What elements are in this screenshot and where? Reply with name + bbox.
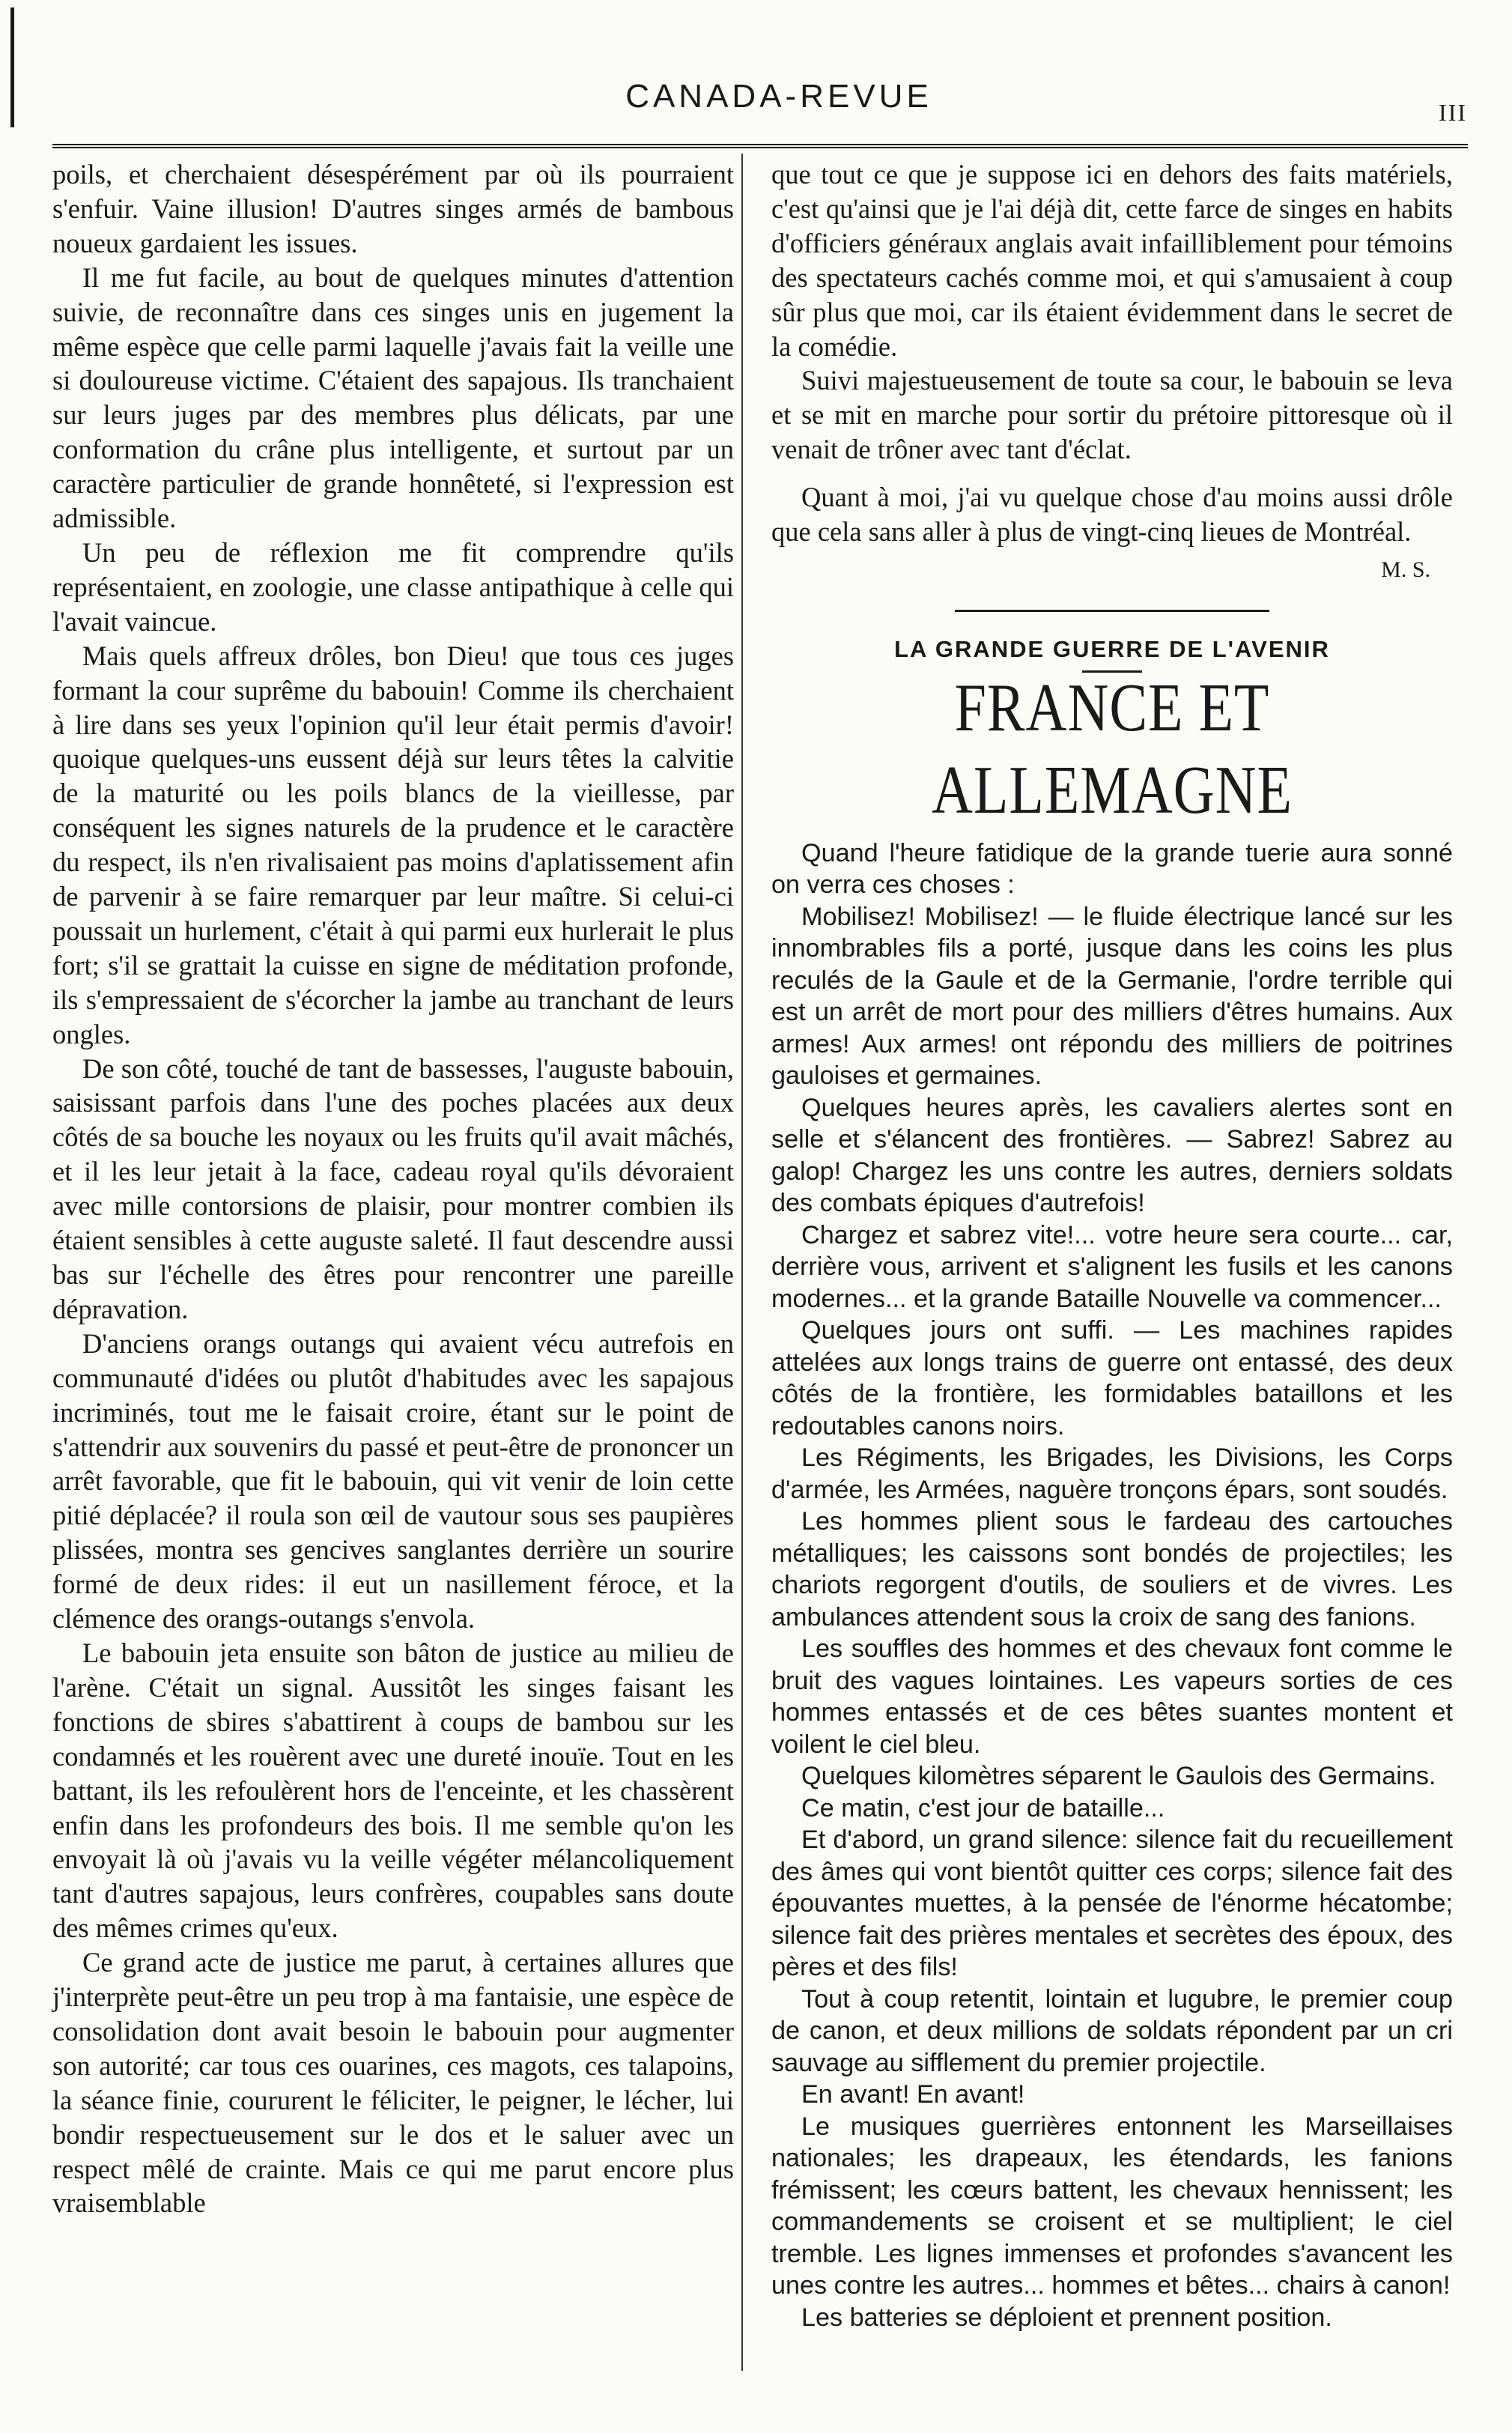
page-header xyxy=(0,78,1512,130)
paragraph: Le musiques guerrières entonnent les Marseillaises nationales; les drapeaux, les étendards, les fanions frémissent; les cœurs battent, les chevaux hennissent; les commandements se croisent et se multiplient; le ciel tremble. Les lignes immenses et profondes s'avancent les unes contre les autres... hommes et bêtes... chairs à canon! xyxy=(771,2112,1453,2300)
paragraph: De son côté, touché de tant de bassesses, l'auguste babouin, saisissant parfois dans l'une des poches placées aux deux côtés de sa bouche les noyaux ou les fruits qu'il avait mâchés, et il les leur jetait à la face, cadeau royal qu'ils dévoraient avec mille contorsions de plaisir, pour montrer combien ils étaient sensibles à cette auguste saleté. Il faut descendre aussi bas sur l'échelle des êtres pour rencontrer une pareille dépravation. xyxy=(52,1052,734,1324)
paragraph: Un peu de réflexion me fit comprendre qu'ils représentaient, en zoologie, une classe antipathique à celle qui l'avait vaincue. xyxy=(52,536,734,637)
article xyxy=(771,634,1453,2334)
paragraph: Les souffles des hommes et des chevaux font comme le bruit des vagues lointaines. Les vapeurs sorties de ces hommes entassés et de ces bêtes suantes montent et voilent le ciel bleu. xyxy=(771,1634,1453,1759)
paragraph: D'anciens orangs outangs qui avaient vécu autrefois en communauté d'idées ou plutôt d'habitudes avec les sapajous incriminés, tout me le faisait croire, étant sur le point de s'attendrir aux souvenirs du passé et peut-être de prononcer un arrêt favorable, que fit le babouin, qui vit venir de loin cette pitié déplacée? il roula son œil de vautour sous ses paupières plissées, montra ses gencives sanglantes derrière un sourire formé de deux rides: il eut un nasillement féroce, et la clémence des orangs-outangs s'envola. xyxy=(52,1327,734,1634)
paragraph: Mobilisez! Mobilisez! — le fluide électrique lancé sur les innombrables fils a porté, jusque dans les coins les plus reculés de la Gaule et de la Germanie, l'ordre terrible qui est un arrêt de mort pour des milliers d'êtres humains. Aux armes! Aux armes! ont répondu des milliers de poitrines gauloises et germaines. xyxy=(771,902,1453,1091)
paragraph: Chargez et sabrez vite!... votre heure sera courte... car, derrière vous, arrivent et s'alignent les fusils et les canons modernes... et la grande Bataille Nouvelle va commencer... xyxy=(771,1220,1453,1313)
paragraph: Tout à coup retentit, lointain et lugubre, le premier coup de canon, et deux millions de soldats répondent par un cri sauvage au sifflement du premier projectile. xyxy=(771,1984,1453,2077)
paragraph: Quelques heures après, les cavaliers alertes sont en selle et s'élancent des frontières. — Sabrez! Sabrez au galop! Chargez les uns contre les autres, derniers soldats des combats épiques d'autrefois! xyxy=(771,1093,1453,1218)
section-separator xyxy=(955,610,1269,612)
paragraph: Ce grand acte de justice me parut, à certaines allures que j'interprète peut-être un peu trop à ma fantaisie, une espèce de consolidation dont avait besoin le babouin pour augmenter son autorité; car tous ces ouarines, ces magots, ces talapoins, la séance finie, coururent le féliciter, le peigner, le lécher, lui bondir respectueusement sur le dos et le saluer avec un respect mêlé de crainte. Mais ce qui me parut encore plus vraisemblable xyxy=(52,1947,734,2219)
paragraph: Quant à moi, j'ai vu quelque chose d'au moins aussi drôle que cela sans aller à plus de vingt-cinq lieues de Montréal. xyxy=(771,482,1453,548)
article-headline: FRANCE ET ALLEMAGNE xyxy=(932,670,1293,828)
paragraph: Quelques jours ont suffi. — Les machines rapides attelées aux longs trains de guerre ont entassé, des deux côtés de la frontière, les formidables bataillons et les redoutables canons noirs. xyxy=(771,1316,1453,1440)
article-kicker: LA GRANDE GUERRE DE L'AVENIR xyxy=(894,635,1330,662)
paragraph: Suivi majestueusement de toute sa cour, le babouin se leva et se mit en marche pour sortir du prétoire pittoresque où il venait de trôner avec tant d'éclat. xyxy=(771,365,1453,465)
paragraph: que tout ce que je suppose ici en dehors des faits matériels, c'est qu'ainsi que je l'ai déjà dit, cette farce de singes en habits d'officiers généraux anglais avait infailliblement pour témoins des spectateurs cachés comme moi, et qui s'amusaient à coup sûr plus que moi, car ils étaient évidemment dans le secret de la comédie. xyxy=(771,159,1453,362)
page-number: III xyxy=(1439,99,1467,126)
right-column xyxy=(771,157,1453,2333)
paragraph: Il me fut facile, au bout de quelques minutes d'attention suivie, de reconnaître dans ces singes unis en jugement la même espèce que celle parmi laquelle j'avais fait la veille une si douloureuse victime. C'étaient des sapajous. Ils tranchaient sur leurs juges par des membres plus délicats, par une conformation du crâne plus intelligente, et surtout par un caractère particulier de grande honnêteté, si l'expression est admissible. xyxy=(52,261,734,534)
paragraph: Le babouin jeta ensuite son bâton de justice au milieu de l'arène. C'était un signal. Aussitôt les singes faisant les fonctions de sbires s'abattirent à coups de bambou sur les condamnés et les rouèrent avec une dureté inouïe. Tout en les battant, ils les refoulèrent hors de l'enceinte, et les chassèrent enfin dans les profondeurs des bois. Il me semble qu'on les envoyait là où j'avais vu la veille végéter mélancoliquement tant d'autres sapajous, leurs confrères, coupables sans doute des mêmes crimes qu'eux. xyxy=(52,1637,734,1944)
journal-title: CANADA-REVUE xyxy=(625,78,932,115)
paragraph: Mais quels affreux drôles, bon Dieu! que tous ces juges formant la cour suprême du babouin! Comme ils cherchaient à lire dans ses yeux l'opinion qu'il leur était permis d'avoir! quoique quelques-uns eussent déjà sur leurs têtes la calvitie de la maturité ou les poils blancs de la vieillesse, par conséquent les signes naturels de la prudence et le caractère du respect, ils n'en rivalisaient pas moins d'aplatissement afin de parvenir à se faire remarquer par leur maître. Si celui-ci poussait un hurlement, c'était à qui parmi eux hurlerait le plus fort; s'il se grattait la cuisse en signe de méditation profonde, ils s'empressaient de s'écorcher la jambe au tranchant de leurs ongles. xyxy=(52,640,734,1049)
paragraph: En avant! En avant! xyxy=(801,2080,1025,2109)
left-column xyxy=(52,157,734,2220)
signature: M. S. xyxy=(1381,557,1430,582)
paragraph: Les hommes plient sous le fardeau des cartouches métalliques; les caissons sont bondés de projectiles; les chariots regorgent d'outils, de souliers et de vivres. Les ambulances attendent sous la croix de sang des fanions. xyxy=(771,1507,1453,1631)
paragraph: Quelques kilomètres séparent le Gaulois des Germains. xyxy=(801,1762,1436,1791)
paragraph: Quand l'heure fatidique de la grande tuerie aura sonné on verra ces choses : xyxy=(771,838,1453,900)
header-rule xyxy=(52,144,1468,148)
paragraph: Ce matin, c'est jour de bataille... xyxy=(801,1793,1165,1823)
paragraph: Les batteries se déploient et prennent position. xyxy=(801,2303,1332,2332)
column-divider xyxy=(741,154,743,2371)
paragraph: Les Régiments, les Brigades, les Divisions, les Corps d'armée, les Armées, naguère tronçons épars, sont soudés. xyxy=(771,1443,1453,1504)
paragraph: poils, et cherchaient désespérément par où ils pourraient s'enfuir. Vaine illusion! D'autres singes armés de bambous noueux gardaient les issues. xyxy=(52,159,734,258)
paragraph: Et d'abord, un grand silence: silence fait du recueillement des âmes qui vont bientôt quitter ces corps; silence fait des épouvantes muettes, à la pensée de l'énorme hécatombe; silence fait des prières mentales et secrètes des époux, des pères et des fils! xyxy=(771,1825,1453,1982)
